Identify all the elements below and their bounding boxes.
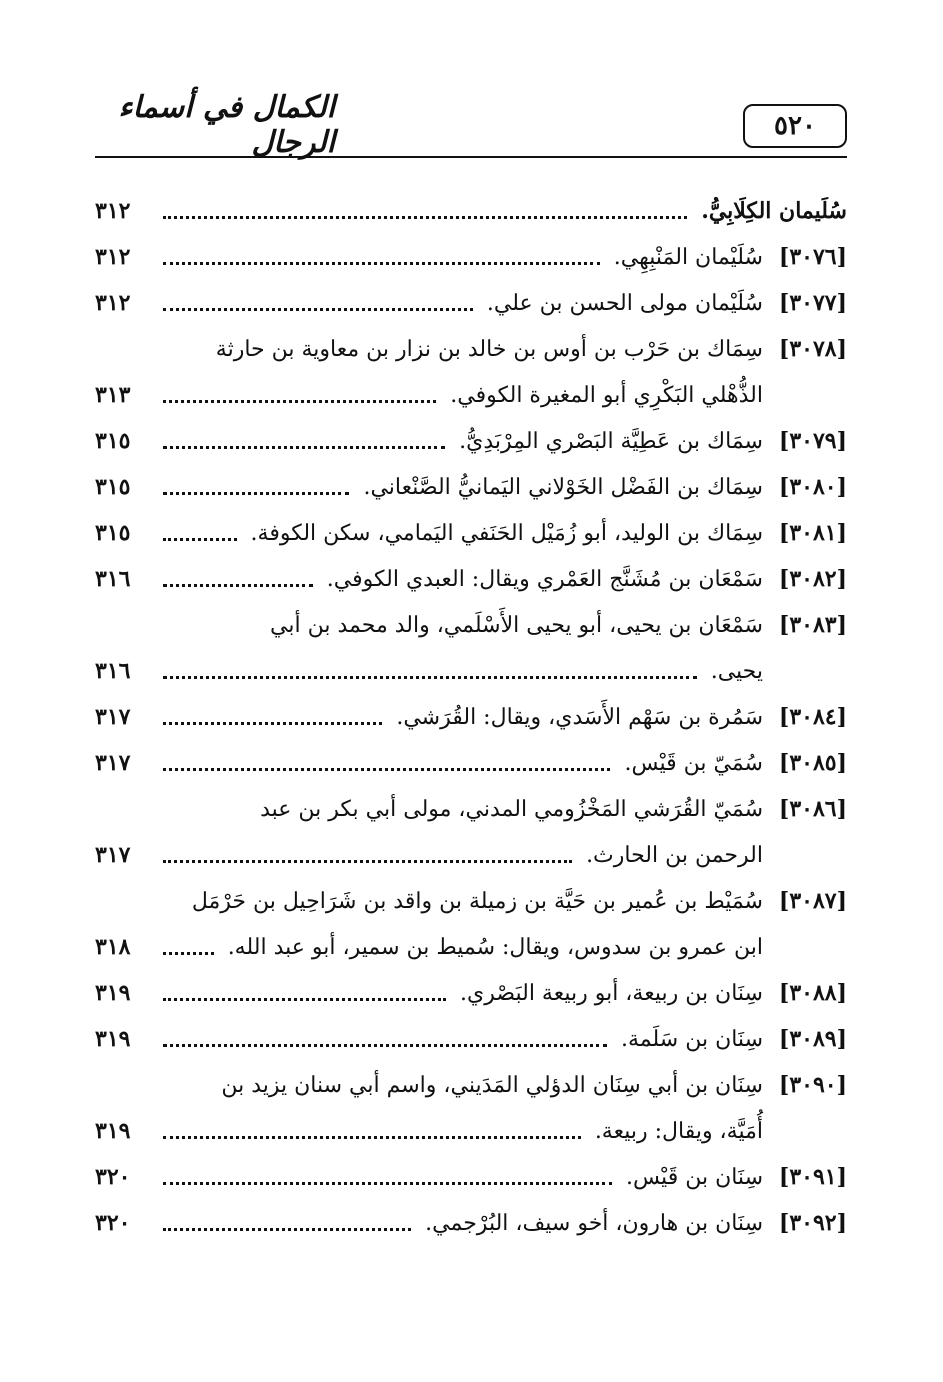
entry-title: سِمَاك بن حَرْب بن أوس بن خالد بن نزار بن معاوية بن حارثة	[215, 336, 763, 362]
entry-number: [٣٠٨٤]	[778, 704, 847, 730]
entry-line	[95, 1108, 847, 1154]
entry-title: ابن عمرو بن سدوس، ويقال: سُميط بن سمير، أبو عبد الله.	[227, 934, 763, 960]
index-entry	[95, 280, 847, 326]
entry-title: أُمَيَّة، ويقال: ربيعة.	[594, 1118, 763, 1144]
entry-line	[95, 924, 847, 970]
entry-number: [٣٠٧٦]	[778, 244, 847, 270]
entry-number: [٣٠٩٢]	[778, 1210, 847, 1236]
dot-leader	[163, 838, 572, 863]
entry-title: سَمْعَان بن يحيى، أبو يحيى الأَسْلَمي، والد محمد بن أبي	[270, 612, 763, 638]
dot-leader	[163, 1022, 607, 1047]
index-entry	[95, 418, 847, 464]
entry-page-number: ٣١٣	[95, 382, 131, 408]
dot-leader	[163, 1114, 581, 1139]
entry-title: سِنَان بن ربيعة، أبو ربيعة البَصْري.	[460, 980, 763, 1006]
page-header	[95, 90, 847, 160]
entry-page-number: ٣١٢	[95, 244, 131, 270]
entry-page-number: ٣١٨	[95, 934, 131, 960]
book-title: الكمال في أسماء الرجال	[118, 90, 335, 160]
entry-line	[95, 464, 847, 510]
entry-number: [٣٠٩١]	[778, 1164, 847, 1190]
entry-number: [٣٠٧٨]	[778, 336, 847, 362]
entry-page-number: ٣١٢	[95, 198, 131, 224]
entry-line	[95, 694, 847, 740]
dot-leader	[163, 470, 349, 495]
entry-line	[95, 832, 847, 878]
entry-line	[95, 188, 847, 234]
entry-title: سِنَان بن هارون، أخو سيف، البُرْجمي.	[425, 1210, 763, 1236]
dot-leader	[163, 194, 687, 219]
entry-page-number: ٣١٢	[95, 290, 131, 316]
entry-title: سُمَيّ القُرَشي المَخْزُومي المدني، مولى أبي بكر بن عبد	[260, 796, 763, 822]
dot-leader	[163, 976, 446, 1001]
entry-page-number: ٣١٥	[95, 428, 131, 454]
entry-page-number: ٣١٩	[95, 1026, 131, 1052]
entry-title: سِمَاك بن عَطِيَّة البَصْري المِرْبَدِيُّ.	[459, 428, 763, 454]
entry-number: [٣٠٨١]	[778, 520, 847, 546]
dot-leader	[163, 424, 445, 449]
entry-number: [٣٠٧٩]	[778, 428, 847, 454]
entry-title: سُلَيْمان مولى الحسن بن علي.	[486, 290, 763, 316]
entry-line	[95, 280, 847, 326]
entry-title: الذُّهْلي البَكْرِي أبو المغيرة الكوفي.	[450, 382, 763, 408]
entry-page-number: ٣١٩	[95, 1118, 131, 1144]
dot-leader	[163, 516, 237, 541]
entry-title: سِمَاك بن الفَضْل الخَوْلاني اليَمانيُّ الصَّنْعاني.	[363, 474, 763, 500]
entry-number: [٣٠٨٣]	[778, 612, 847, 638]
entry-number: [٣٠٩٠]	[778, 1072, 847, 1098]
entry-line	[95, 234, 847, 280]
dot-leader	[163, 1160, 612, 1185]
entry-line	[95, 1200, 847, 1246]
entry-title: سُلَيمان الكِلَابِيُّ.	[701, 198, 847, 224]
entry-page-number: ٣١٧	[95, 842, 131, 868]
index-entry	[95, 510, 847, 556]
entry-title: سِمَاك بن الوليد، أبو زُمَيْل الحَنَفي اليَمامي، سكن الكوفة.	[250, 520, 763, 546]
index-list	[95, 188, 847, 1246]
entry-line	[95, 556, 847, 602]
index-entry	[95, 694, 847, 740]
dot-leader	[163, 1206, 411, 1231]
entry-page-number: ٣٢٠	[95, 1164, 131, 1190]
index-entry	[95, 878, 847, 970]
entry-title: سَمُرة بن سَهْم الأَسَدي، ويقال: القُرَشي.	[396, 704, 763, 730]
entry-title: سُمَيّ بن قَيْس.	[624, 750, 763, 776]
index-entry	[95, 740, 847, 786]
entry-title: يحيى.	[710, 658, 763, 684]
entry-page-number: ٣١٧	[95, 750, 131, 776]
dot-leader	[163, 930, 214, 955]
entry-page-number: ٣١٧	[95, 704, 131, 730]
dot-leader	[163, 378, 436, 403]
index-entry	[95, 556, 847, 602]
entry-line	[95, 418, 847, 464]
entry-number: [٣٠٨٩]	[778, 1026, 847, 1052]
entry-page-number: ٣٢٠	[95, 1210, 131, 1236]
index-entry	[95, 1200, 847, 1246]
index-entry	[95, 1154, 847, 1200]
entry-line	[95, 326, 847, 372]
index-entry	[95, 786, 847, 878]
entry-line	[95, 878, 847, 924]
dot-leader	[163, 746, 610, 771]
entry-line	[95, 372, 847, 418]
entry-number: [٣٠٨٧]	[778, 888, 847, 914]
entry-line	[95, 1016, 847, 1062]
dot-leader	[163, 700, 382, 725]
entry-title: سِنَان بن أبي سِنَان الدؤلي المَدَيني، واسم أبي سنان يزيد بن	[221, 1072, 763, 1098]
entry-number: [٣٠٧٧]	[778, 290, 847, 316]
entry-line	[95, 648, 847, 694]
index-entry	[95, 602, 847, 694]
entry-line	[95, 1062, 847, 1108]
entry-page-number: ٣١٩	[95, 980, 131, 1006]
entry-number: [٣٠٨٨]	[778, 980, 847, 1006]
entry-title: الرحمن بن الحارث.	[586, 842, 763, 868]
header-rule	[95, 156, 847, 158]
entry-line	[95, 740, 847, 786]
index-entry	[95, 188, 847, 234]
dot-leader	[163, 240, 600, 265]
index-entry	[95, 234, 847, 280]
index-entry	[95, 464, 847, 510]
dot-leader	[163, 286, 473, 311]
dot-leader	[163, 562, 313, 587]
entry-title: سُلَيْمان المَنْبِهِي.	[613, 244, 763, 270]
entry-number: [٣٠٨٥]	[778, 750, 847, 776]
entry-title: سِنَان بن سَلَمة.	[620, 1026, 763, 1052]
index-entry	[95, 970, 847, 1016]
index-entry	[95, 1062, 847, 1154]
entry-line	[95, 510, 847, 556]
entry-page-number: ٣١٦	[95, 566, 131, 592]
entry-line	[95, 602, 847, 648]
entry-page-number: ٣١٥	[95, 520, 131, 546]
index-entry	[95, 326, 847, 418]
entry-page-number: ٣١٥	[95, 474, 131, 500]
entry-line	[95, 1154, 847, 1200]
entry-title: سُمَيْط بن عُمير بن حَيَّة بن زميلة بن واقد بن شَرَاحِيل بن حَرْمَل	[191, 888, 763, 914]
page-number: ٥٢٠	[743, 104, 847, 148]
entry-title: سَمْعَان بن مُشَنَّج العَمْري ويقال: العبدي الكوفي.	[326, 566, 763, 592]
entry-line	[95, 970, 847, 1016]
entry-page-number: ٣١٦	[95, 658, 131, 684]
entry-number: [٣٠٨٢]	[778, 566, 847, 592]
entry-number: [٣٠٨٠]	[778, 474, 847, 500]
index-entry	[95, 1016, 847, 1062]
entry-number: [٣٠٨٦]	[778, 796, 847, 822]
entry-title: سِنَان بن قَيْس.	[626, 1164, 763, 1190]
dot-leader	[163, 654, 697, 679]
entry-line	[95, 786, 847, 832]
